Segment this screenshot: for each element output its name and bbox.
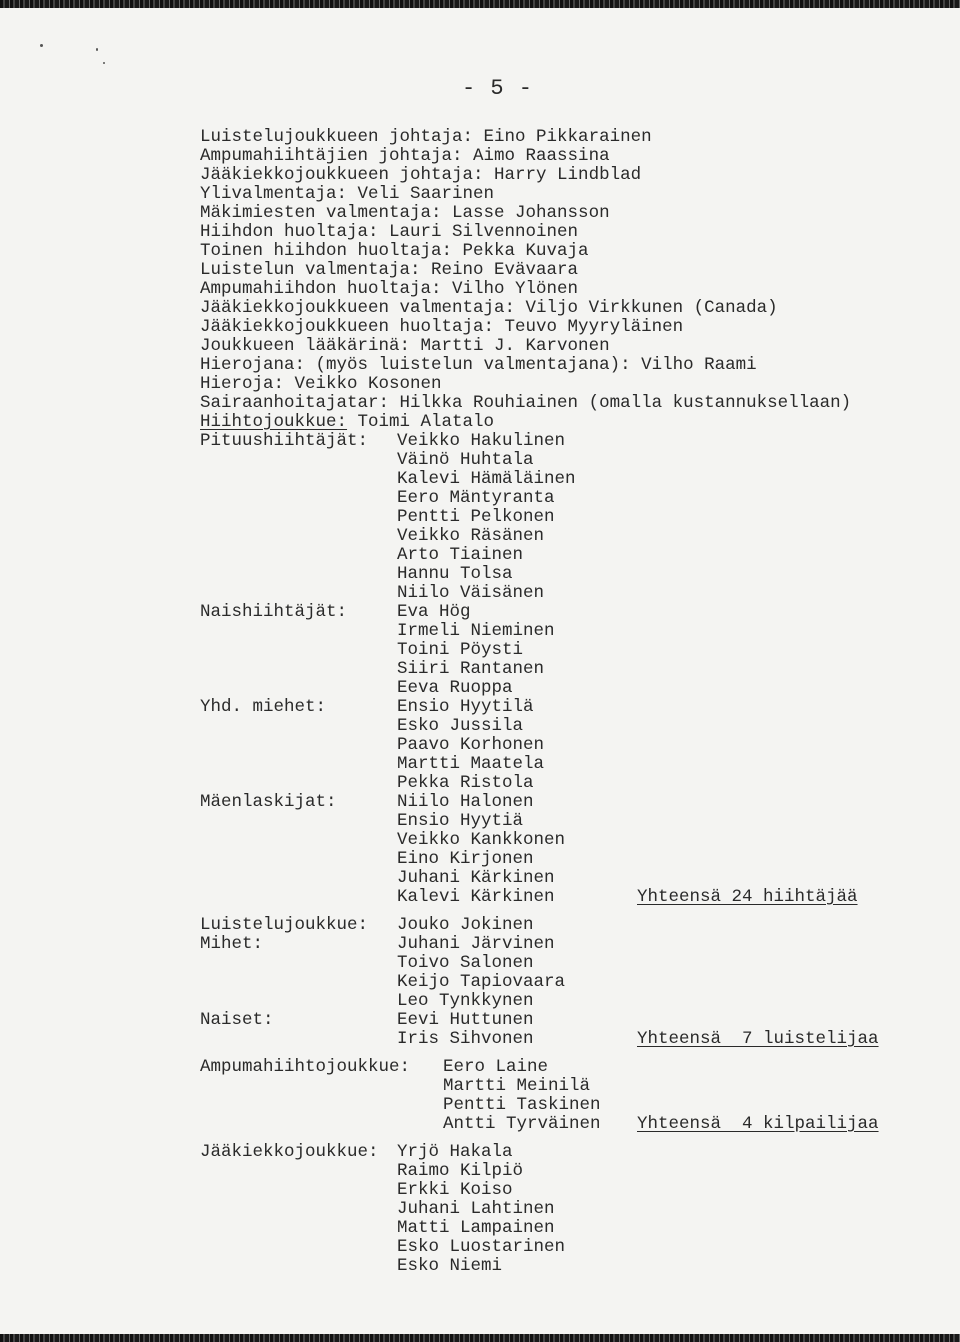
skier-name: Veikko Räsänen bbox=[397, 526, 545, 546]
skier-name: Toini Pöysti bbox=[397, 640, 524, 660]
staff-line: Joukkueen lääkärinä: Martti J. Karvonen bbox=[200, 336, 610, 356]
staff-line: Hiihdon huoltaja: Lauri Silvennoinen bbox=[200, 222, 579, 242]
staff-line: Luistelujoukkueen johtaja: Eino Pikkarainen bbox=[200, 127, 652, 147]
skier-name: Hannu Tolsa bbox=[397, 564, 513, 584]
biathlon-team-total: Yhteensä 4 kilpailijaa bbox=[637, 1114, 879, 1134]
skater-name: Eevi Huttunen bbox=[397, 1010, 534, 1030]
skier-name: Ensio Hyytiä bbox=[397, 811, 524, 831]
skier-name: Esko Jussila bbox=[397, 716, 524, 736]
staff-line: Hieroja: Veikko Kosonen bbox=[200, 374, 442, 394]
staff-line: Mäkimiesten valmentaja: Lasse Johansson bbox=[200, 203, 610, 223]
scan-edge-bottom bbox=[0, 1334, 960, 1342]
cross-country-label: Pituushiihtäjät: bbox=[200, 431, 369, 451]
biathlete-name: Eero Laine bbox=[443, 1057, 549, 1077]
skier-name: Paavo Korhonen bbox=[397, 735, 545, 755]
staff-line: Sairaanhoitajatar: Hilkka Rouhiainen (omalla kustannuksellaan) bbox=[200, 393, 852, 413]
biathlete-name: Antti Tyrväinen bbox=[443, 1114, 601, 1134]
scan-speck bbox=[96, 48, 98, 51]
staff-line: Hierojana: (myös luistelun valmentajana): Vilho Raami bbox=[200, 355, 757, 375]
hockey-player-name: Juhani Lahtinen bbox=[397, 1199, 555, 1219]
skier-name: Irmeli Nieminen bbox=[397, 621, 555, 641]
staff-line: Ampumahiihtäjien johtaja: Aimo Raassina bbox=[200, 146, 610, 166]
skier-name: Pekka Ristola bbox=[397, 773, 534, 793]
skier-name: Veikko Kankkonen bbox=[397, 830, 566, 850]
staff-line: Ampumahiihdon huoltaja: Vilho Ylönen bbox=[200, 279, 579, 299]
skater-name: Juhani Järvinen bbox=[397, 934, 555, 954]
skier-name: Veikko Hakulinen bbox=[397, 431, 566, 451]
skier-name: Eino Kirjonen bbox=[397, 849, 534, 869]
skier-name: Väinö Huhtala bbox=[397, 450, 534, 470]
skater-name: Jouko Jokinen bbox=[397, 915, 534, 935]
skier-name: Eva Hög bbox=[397, 602, 471, 622]
skier-name: Juhani Kärkinen bbox=[397, 868, 555, 888]
skater-name: Keijo Tapiovaara bbox=[397, 972, 566, 992]
hockey-team-heading: Jääkiekkojoukkue: bbox=[200, 1142, 379, 1162]
skier-name: Martti Maatela bbox=[397, 754, 545, 774]
staff-line: Jääkiekkojoukkueen johtaja: Harry Lindblad bbox=[200, 165, 642, 185]
skier-name: Siiri Rantanen bbox=[397, 659, 545, 679]
skier-name: Ensio Hyytilä bbox=[397, 697, 534, 717]
hockey-player-name: Raimo Kilpiö bbox=[397, 1161, 524, 1181]
hockey-player-name: Yrjö Hakala bbox=[397, 1142, 513, 1162]
page-number: - 5 - bbox=[462, 76, 534, 101]
staff-line: Jääkiekkojoukkueen huoltaja: Teuvo Myyryläinen bbox=[200, 317, 684, 337]
skier-name: Niilo Väisänen bbox=[397, 583, 545, 603]
skater-name: Leo Tynkkynen bbox=[397, 991, 534, 1011]
ski-team-heading-line bbox=[200, 413, 494, 432]
staff-line: Jääkiekkojoukkueen valmentaja: Viljo Virkkunen (Canada) bbox=[200, 298, 778, 318]
biathlete-name: Pentti Taskinen bbox=[443, 1095, 601, 1115]
hockey-player-name: Matti Lampainen bbox=[397, 1218, 555, 1238]
nordic-combined-label: Yhd. miehet: bbox=[200, 697, 327, 717]
ski-team-heading: Hiihtojoukkue: bbox=[200, 412, 348, 432]
skier-name: Pentti Pelkonen bbox=[397, 507, 555, 527]
biathlon-team-heading: Ampumahiihtojoukkue: bbox=[200, 1057, 411, 1077]
scan-speck bbox=[103, 62, 105, 64]
scan-speck bbox=[40, 44, 43, 47]
staff-line: Toinen hiihdon huoltaja: Pekka Kuvaja bbox=[200, 241, 589, 261]
skater-name: Iris Sihvonen bbox=[397, 1029, 534, 1049]
staff-line: Ylivalmentaja: Veli Saarinen bbox=[200, 184, 495, 204]
ski-team-total: Yhteensä 24 hiihtäjää bbox=[637, 887, 858, 907]
skater-name: Toivo Salonen bbox=[397, 953, 534, 973]
women-label: Naiset: bbox=[200, 1010, 274, 1030]
skier-name: Niilo Halonen bbox=[397, 792, 534, 812]
skating-team-heading: Luistelujoukkue: bbox=[200, 915, 369, 935]
ski-jumpers-label: Mäenlaskijat: bbox=[200, 792, 337, 812]
hockey-player-name: Esko Luostarinen bbox=[397, 1237, 566, 1257]
biathlete-name: Martti Meinilä bbox=[443, 1076, 591, 1096]
ski-team-leader: Toimi Alatalo bbox=[347, 412, 495, 432]
scan-edge-top bbox=[0, 0, 960, 8]
skier-name: Kalevi Hämäläinen bbox=[397, 469, 576, 489]
skier-name: Arto Tiainen bbox=[397, 545, 524, 565]
skier-name: Eeva Ruoppa bbox=[397, 678, 513, 698]
staff-line: Luistelun valmentaja: Reino Evävaara bbox=[200, 260, 579, 280]
hockey-player-name: Esko Niemi bbox=[397, 1256, 503, 1276]
skier-name: Eero Mäntyranta bbox=[397, 488, 555, 508]
skier-name: Kalevi Kärkinen bbox=[397, 887, 555, 907]
men-label: Mihet: bbox=[200, 934, 264, 954]
women-skiers-label: Naishiihtäjät: bbox=[200, 602, 348, 622]
hockey-player-name: Erkki Koiso bbox=[397, 1180, 513, 1200]
skating-team-total: Yhteensä 7 luistelijaa bbox=[637, 1029, 879, 1049]
